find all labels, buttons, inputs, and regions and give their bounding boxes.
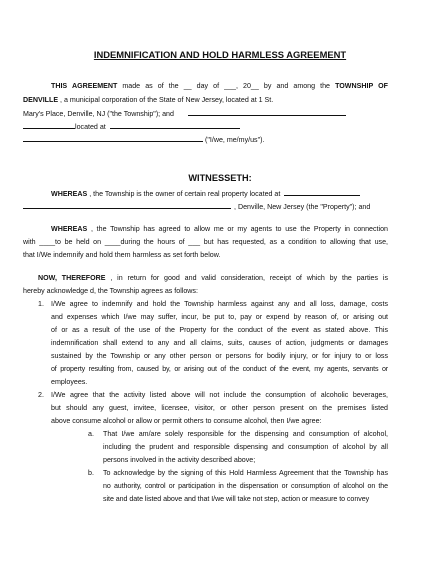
agreement-text: located at — [75, 123, 106, 131]
item-2a-line: including the prudent and responsible dispensing and consumption of alcohol by all — [103, 443, 388, 451]
item-2b-label: b. — [88, 469, 94, 477]
agreement-text: ("I/we, me/my/us"). — [205, 136, 265, 144]
blank-field — [284, 188, 360, 196]
agreement-line-3 — [23, 108, 346, 119]
township-of-label: TOWNSHIP OF — [335, 82, 388, 90]
agreement-line-2 — [23, 96, 388, 105]
item-1-line: I/We agree to indemnify and hold the Township harmless against any and all loss, damage, costs — [51, 300, 388, 308]
item-1-line: of property resulting from, caused by, or arising out of the conduct of the event, my agents, servants or — [51, 365, 388, 373]
agreement-text: , a municipal corporation of the State of New Jersey, located at 1 St. — [58, 96, 274, 104]
therefore-line-2: hereby acknowledge d, the Township agrees as follows: — [23, 287, 198, 295]
item-2a-line: That I/we am/are solely responsible for the dispensing and consumption of alcohol, — [103, 430, 388, 438]
witnesseth-heading: WITNESSETH: — [188, 173, 252, 183]
whereas-text: , Denville, New Jersey (the "Property"); and — [234, 203, 371, 211]
whereas-label: WHEREAS — [51, 190, 88, 198]
document-title: INDEMNIFICATION AND HOLD HARMLESS AGREEMENT — [93, 49, 347, 60]
blank-field — [188, 108, 346, 116]
whereas-2-line-2: with ____to be held on ____during the hours of ___ but has requested, as a condition to allowing that use, — [23, 238, 388, 246]
item-1-line: employees. — [51, 378, 88, 386]
agreement-text: made as of the __ day of ___, 20__ by and among the — [117, 82, 336, 90]
whereas-2-line-1 — [51, 225, 388, 234]
item-2a-label: a. — [88, 430, 94, 438]
whereas-label: WHEREAS — [51, 225, 88, 233]
item-2a-line: persons involved in the activity described above; — [103, 456, 256, 464]
blank-field — [23, 201, 231, 209]
denville-label: DENVILLE — [23, 96, 59, 104]
item-2b-line: site and date listed above and that I/we will take not step, action or measure to convey — [103, 495, 370, 503]
blank-field — [23, 121, 75, 129]
item-1-number: 1. — [38, 300, 44, 308]
agreement-line-4 — [23, 121, 240, 132]
item-2b-line: no authority, control or participation in the dispensation or consumption of alcohol on the — [103, 482, 388, 490]
whereas-1-line-1 — [51, 188, 360, 199]
whereas-2-line-3: that I/We indemnify and hold them harmless as set forth below. — [23, 251, 221, 259]
item-2-number: 2. — [38, 391, 44, 399]
blank-field — [23, 134, 203, 142]
item-2-line: I/We agree that the activity listed above will not include the consumption of alcoholic beverages, — [51, 391, 388, 399]
therefore-line-1 — [38, 274, 388, 283]
item-2-line: but should any guest, invitee, licensee, visitor, or other person present on the premises listed — [51, 404, 388, 412]
item-1-line: of or as a result of the use of the Property for the conduct of the event as stated above. This — [51, 326, 388, 334]
item-1-line: and expenses which I/we may suffer, incur, be put to, pay or expend by reason of, or arising out — [51, 313, 388, 321]
whereas-text: , the Township is the owner of certain real property located at — [87, 190, 281, 198]
blank-field — [110, 121, 240, 129]
agreement-text: Mary's Place, Denville, NJ ("the Township"); and — [23, 110, 174, 118]
whereas-1-line-2 — [23, 201, 370, 212]
item-2-line: above consume alcohol or allow or permit others to consume alcohol, then I/we agree: — [51, 417, 322, 425]
therefore-label: NOW, THEREFORE — [38, 274, 106, 282]
agreement-line-5 — [23, 134, 264, 145]
item-1-line: indemnification shall extend to any and all claims, suits, causes of action, judgments or damages — [51, 339, 388, 347]
agreement-line-1 — [51, 82, 388, 91]
this-agreement-label: THIS AGREEMENT — [51, 82, 118, 90]
item-2b-line: To acknowledge by the signing of this Hold Harmless Agreement that the Township has — [103, 469, 388, 477]
item-1-line: sustained by the Township or any other person or persons for bodily injury, or for injury to or loss — [51, 352, 388, 360]
whereas-text: , the Township has agreed to allow me or my agents to use the Property in connection — [87, 225, 388, 233]
therefore-text: , in return for good and valid consideration, receipt of which by the parties is — [105, 274, 388, 282]
